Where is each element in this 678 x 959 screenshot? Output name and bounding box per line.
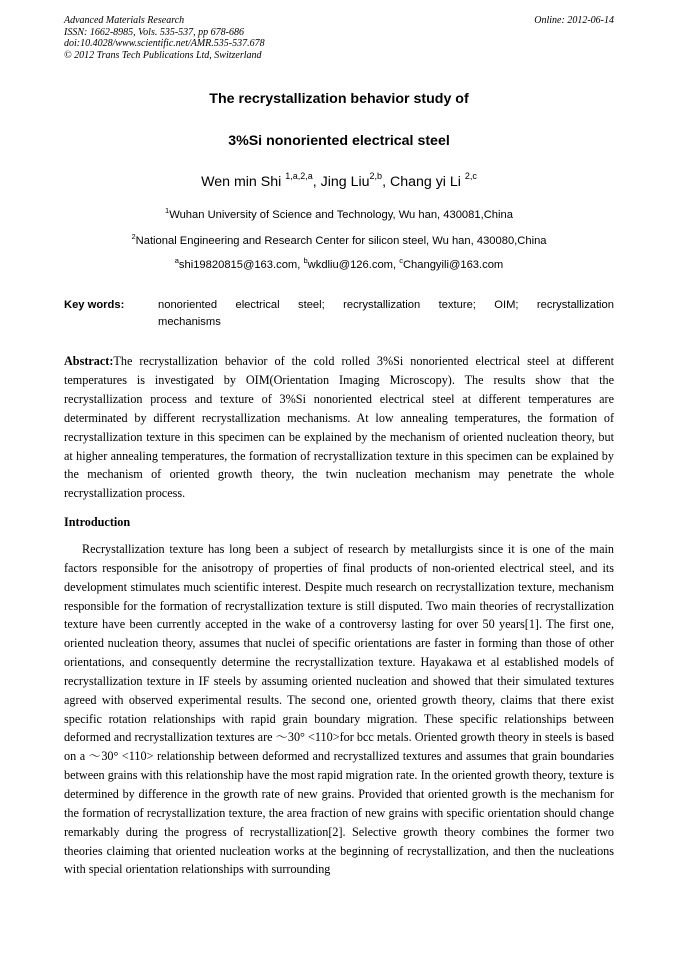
email-address: Changyili@163.com	[402, 259, 504, 271]
journal-issn: ISSN: 1662-8985, Vols. 535-537, pp 678-686	[64, 26, 244, 38]
author-affiliation-mark: 1,a,2,a	[285, 171, 313, 181]
email-address: wkdliu@126.com,	[307, 259, 400, 271]
abstract-paragraph	[64, 352, 614, 503]
paper-title-line-1: The recrystallization behavior study of	[209, 91, 469, 107]
author-name: Wen min Shi	[201, 174, 286, 190]
author-name: Jing Liu	[320, 174, 370, 190]
email-mark: a	[174, 256, 179, 265]
affiliation-mark: 1	[165, 206, 170, 215]
affiliation-2	[64, 232, 614, 247]
affiliation-1	[64, 206, 614, 221]
keywords-line-1: nonoriented electrical steel; recrystallization texture; OIM; recrystallization	[158, 299, 614, 311]
journal-doi: doi:10.4028/www.scientific.net/AMR.535-537.678	[64, 38, 265, 49]
keywords-block	[64, 297, 614, 331]
email-mark: c	[399, 256, 403, 265]
paper-title-line-2: 3%Si nonoriented electrical steel	[228, 133, 450, 149]
affiliation-text: Wuhan University of Science and Technology, Wu han, 430081,China	[169, 209, 513, 221]
journal-copyright: © 2012 Trans Tech Publications Ltd, Switzerland	[64, 49, 262, 61]
introduction-paragraph: Recrystallization texture has long been a subject of research by metallurgists since it is one of the main factors responsible for the anisotropy of properties of final products of non-oriented electrical steel, and its development stimulates much scientific interest. Despite much research on recrystallization texture, mechanism responsible for the formation of recrystallization texture is still disputed. Two main theories of recrystallization texture have been currently accepted in the wake of a controversy lasting for over 50 years[1]. The first one, oriented nucleation theory, assumes that nuclei of specific orientations are faster in forming than those of other orientations, and consequently determine the recrystallization texture. Hayakawa et al established models of recrystallization texture in IF steels by assuming oriented nucleation and showed that their simulated textures agreed with observed experimental results. The second one, oriented growth theory, claims that there exist specific rotation relationships with rapid grain boundary migration. These specific relationships between deformed and recrystallization textures are ～30° <110>for bcc metals. Oriented growth theory in steels is based on a ～30° <110> relationship between deformed and recrystallized textures and assumes that grain boundaries between grains with this relationship have the most rapid migration rate. In the oriented growth theory, texture is determined by difference in the growth rate of new grains. Provided that oriented growth is the mechanism for the formation of recrystallization texture, the area fraction of new grains with specific orientation should change remarkably during the progress of recrystallization[2]. Selective growth theory combines the former two theories claiming that oriented nucleation works at the beginning of recrystallization, and then the nucleations with special orientation relationships with surrounding	[64, 542, 614, 877]
abstract-text: The recrystallization behavior of the cold rolled 3%Si nonoriented electrical steel at different temperatures is investigated by OIM(Orientation Imaging Microscopy). The results show that the recrystallization process and texture of 3%Si nonoriented electrical steel at different temperatures are determinated by different recrystallization mechanisms. At low annealing temperatures, the formation of recrystallization texture in this specimen can be explained by the mechanism of oriented nucleation theory, but at higher annealing temperatures, the formation of recrystallization texture in this specimen can be explained by the mechanism of oriented growth theory, the twin nucleation mechanism may penetrate the whole recrystallization process.	[64, 354, 614, 501]
affiliation-text: National Engineering and Research Center for silicon steel, Wu han, 430080,China	[135, 235, 547, 247]
online-date: Online: 2012-06-14	[534, 15, 614, 26]
section-heading-introduction: Introduction	[64, 515, 131, 529]
author-emails	[64, 256, 614, 271]
abstract-label: Abstract:	[64, 354, 114, 368]
journal-header	[64, 15, 614, 61]
author-list	[64, 171, 614, 190]
journal-name: Advanced Materials Research	[64, 15, 185, 26]
keywords-label: Key words:	[64, 299, 125, 311]
author-name: Chang yi Li	[389, 174, 465, 190]
author-affiliation-mark: 2,b	[369, 171, 383, 181]
author-separator: ,	[382, 174, 390, 190]
author-affiliation-mark: 2,c	[464, 171, 477, 181]
email-mark: b	[303, 256, 308, 265]
email-address: shi19820815@163.com,	[178, 259, 304, 271]
author-separator: ,	[312, 174, 321, 190]
keywords-line-2: mechanisms	[158, 316, 221, 328]
affiliation-mark: 2	[131, 232, 136, 241]
